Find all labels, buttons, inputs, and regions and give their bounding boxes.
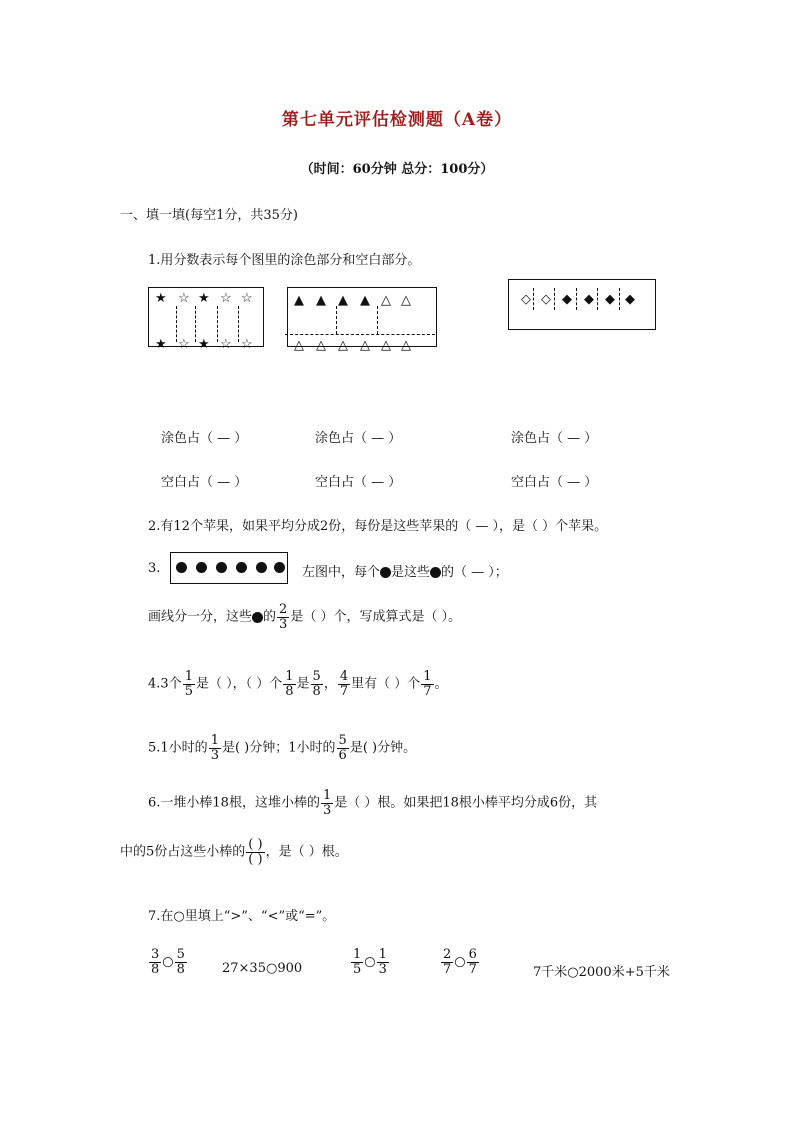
- q6-text: 中的5份占这些小棒的: [120, 844, 246, 860]
- denominator: 8: [176, 961, 185, 977]
- denominator: 7: [423, 683, 432, 699]
- fraction-blank[interactable]: [246, 838, 264, 866]
- dot-icon: [274, 562, 285, 573]
- q5-text: 是( )分钟；1小时的: [221, 740, 336, 756]
- shaded-fraction-2[interactable]: 涂色占（ — ）: [315, 431, 402, 446]
- dashed-divider: [195, 306, 196, 342]
- triangle-outline-icon: △: [338, 338, 348, 353]
- q5-text: 5.1小时的: [148, 740, 208, 756]
- numerator: 4: [339, 669, 349, 684]
- q3-text: 的: [263, 609, 277, 625]
- star-icon: ★: [198, 291, 210, 306]
- triangle-outline-icon: △: [381, 293, 391, 308]
- page-title: 第七单元评估检测题（A卷）: [281, 110, 513, 130]
- question-7-text: 7.在○里填上“>”、“<”或“=”。: [148, 909, 336, 924]
- fraction: [321, 789, 333, 817]
- numerator: 1: [322, 788, 332, 803]
- q4-text: 里有（ ）个: [351, 676, 421, 692]
- fraction: [311, 670, 323, 698]
- denominator: 3: [210, 747, 219, 763]
- denominator: 8: [151, 961, 160, 977]
- dot-icon: [236, 562, 247, 573]
- circle-blank[interactable]: ○: [364, 954, 376, 970]
- fraction: [277, 603, 289, 631]
- question-5: [148, 734, 416, 762]
- triangle-outline-icon: △: [294, 338, 304, 353]
- q6-text: 是（ ）根。如果把18根小棒平均分成6份，其: [334, 795, 598, 811]
- q4-text: 4.3个: [148, 676, 182, 692]
- dashed-divider: [377, 306, 378, 334]
- q4-text: ，: [323, 676, 337, 692]
- compare-item-4[interactable]: [440, 948, 480, 976]
- denominator: 6: [338, 747, 347, 763]
- question-3-number: 3.: [148, 561, 161, 576]
- compare-item-5[interactable]: 7千米○2000米+5千米: [533, 965, 670, 980]
- fraction: [337, 734, 349, 762]
- dashed-divider: [285, 334, 435, 335]
- triangle-figure: [287, 287, 437, 353]
- fraction: [467, 948, 479, 976]
- diamond-filled-icon: ◆: [584, 292, 594, 307]
- fraction: [149, 948, 161, 976]
- blank-fraction-1[interactable]: 空白占（ — ）: [161, 475, 248, 490]
- compare-item-3[interactable]: [350, 948, 390, 976]
- denominator: 7: [339, 683, 349, 699]
- numerator: 5: [176, 947, 185, 962]
- q4-text: 。: [434, 676, 448, 692]
- circle-blank[interactable]: ○: [454, 954, 466, 970]
- denominator: 3: [279, 616, 288, 632]
- numerator: 1: [184, 669, 193, 684]
- compare-item-2[interactable]: 27×35○900: [222, 961, 303, 976]
- q4-text: 是（ ），（ ）个: [195, 676, 283, 692]
- numerator: 1: [378, 947, 387, 962]
- numerator: 1: [285, 669, 294, 684]
- fraction: [283, 670, 295, 698]
- denominator: 3: [378, 961, 387, 977]
- dashed-divider: [576, 288, 577, 310]
- denominator: 3: [322, 802, 332, 818]
- denominator: 7: [468, 961, 477, 977]
- triangle-filled-icon: ▲: [360, 293, 370, 308]
- q6-text: 6.一堆小棒18根，这堆小棒的: [148, 795, 320, 811]
- dots-figure: [170, 552, 288, 584]
- numerator: 6: [468, 947, 477, 962]
- numerator: 2: [279, 602, 288, 617]
- triangle-outline-icon: △: [401, 293, 411, 308]
- question-3-line-2: [148, 603, 461, 631]
- numerator: 1: [353, 947, 362, 962]
- blank-fraction-3[interactable]: 空白占（ — ）: [511, 475, 598, 490]
- triangle-filled-icon: ▲: [338, 293, 348, 308]
- numerator: 1: [210, 733, 219, 748]
- diamond-outline-icon: ◇: [521, 292, 531, 307]
- dashed-divider: [597, 288, 598, 310]
- star-icon: ★: [155, 337, 167, 352]
- blank-fraction-2[interactable]: 空白占（ — ）: [315, 475, 402, 490]
- question-6-line-1: [148, 789, 597, 817]
- triangle-outline-icon: △: [401, 338, 411, 353]
- dashed-divider: [176, 306, 177, 342]
- section-heading: 一、填一填(每空1分，共35分): [120, 208, 298, 223]
- compare-item-1[interactable]: [148, 948, 188, 976]
- denominator: 5: [184, 683, 193, 699]
- triangle-outline-icon: △: [360, 338, 370, 353]
- numerator: 5: [312, 669, 321, 684]
- shaded-fraction-1[interactable]: 涂色占（ — ）: [161, 431, 248, 446]
- star-outline-icon: ☆: [178, 291, 190, 306]
- dashed-divider: [217, 306, 218, 342]
- numerator: ( ): [248, 837, 263, 852]
- question-1-text: 1.用分数表示每个图里的涂色部分和空白部分。: [148, 253, 421, 268]
- star-outline-icon: ☆: [241, 337, 253, 352]
- question-4: [148, 670, 448, 698]
- star-outline-icon: ☆: [220, 291, 232, 306]
- dot-icon: [380, 567, 391, 578]
- fraction: [421, 670, 433, 698]
- numerator: 2: [443, 947, 452, 962]
- numerator: 5: [338, 733, 347, 748]
- numerator: 3: [151, 947, 160, 962]
- denominator: 5: [353, 961, 362, 977]
- star-figure: [148, 287, 264, 352]
- question-2-text: 2.有12个苹果，如果平均分成2份，每份是这些苹果的（ — ），是（ ）个苹果。: [148, 519, 608, 534]
- star-icon: ★: [155, 291, 167, 306]
- q3-text: 左图中，每个: [302, 565, 381, 580]
- dot-icon: [252, 612, 263, 623]
- question-6-line-2: [120, 838, 348, 866]
- q6-text: ，是（ ）根。: [265, 844, 348, 860]
- triangle-filled-icon: ▲: [294, 293, 304, 308]
- denominator: 8: [285, 683, 294, 699]
- q3-text: 是这些: [391, 565, 431, 580]
- question-3-line-1: [302, 561, 508, 580]
- denominator: 8: [312, 683, 321, 699]
- q3-text: 画线分一分，这些: [148, 609, 253, 625]
- dot-icon: [430, 567, 441, 578]
- diamond-filled-icon: ◆: [625, 292, 635, 307]
- q4-text: 是: [296, 676, 310, 692]
- dot-icon: [176, 562, 187, 573]
- dashed-divider: [554, 288, 555, 310]
- dot-icon: [256, 562, 267, 573]
- star-outline-icon: ☆: [178, 337, 190, 352]
- star-icon: ★: [198, 337, 210, 352]
- dashed-divider: [336, 306, 337, 334]
- denominator: ( ): [248, 851, 263, 867]
- dashed-divider: [238, 306, 239, 342]
- fraction: [377, 948, 389, 976]
- dot-icon: [196, 562, 207, 573]
- fraction: [209, 734, 221, 762]
- shaded-fraction-3[interactable]: 涂色占（ — ）: [511, 431, 598, 446]
- diamond-filled-icon: ◆: [605, 292, 615, 307]
- triangle-filled-icon: ▲: [316, 293, 326, 308]
- circle-blank[interactable]: ○: [162, 954, 174, 970]
- diamond-filled-icon: ◆: [562, 292, 572, 307]
- q5-text: 是( )分钟。: [349, 740, 417, 756]
- dashed-divider: [533, 288, 534, 310]
- diamond-figure: [508, 279, 656, 330]
- star-outline-icon: ☆: [241, 291, 253, 306]
- denominator: 7: [443, 961, 452, 977]
- page-subtitle: （时间：60分钟 总分：100分）: [300, 162, 494, 177]
- dashed-divider: [619, 288, 620, 310]
- fraction: [441, 948, 453, 976]
- fraction: [183, 670, 195, 698]
- fraction: [338, 670, 350, 698]
- triangle-outline-icon: △: [381, 338, 391, 353]
- q3-text: 的（ — ）；: [441, 565, 508, 580]
- diamond-outline-icon: ◇: [541, 292, 551, 307]
- q3-text: 是（ ）个，写成算式是（ ）。: [290, 609, 462, 625]
- numerator: 1: [423, 669, 432, 684]
- fraction: [351, 948, 363, 976]
- star-outline-icon: ☆: [220, 337, 232, 352]
- fraction: [175, 948, 187, 976]
- triangle-outline-icon: △: [316, 338, 326, 353]
- dot-icon: [216, 562, 227, 573]
